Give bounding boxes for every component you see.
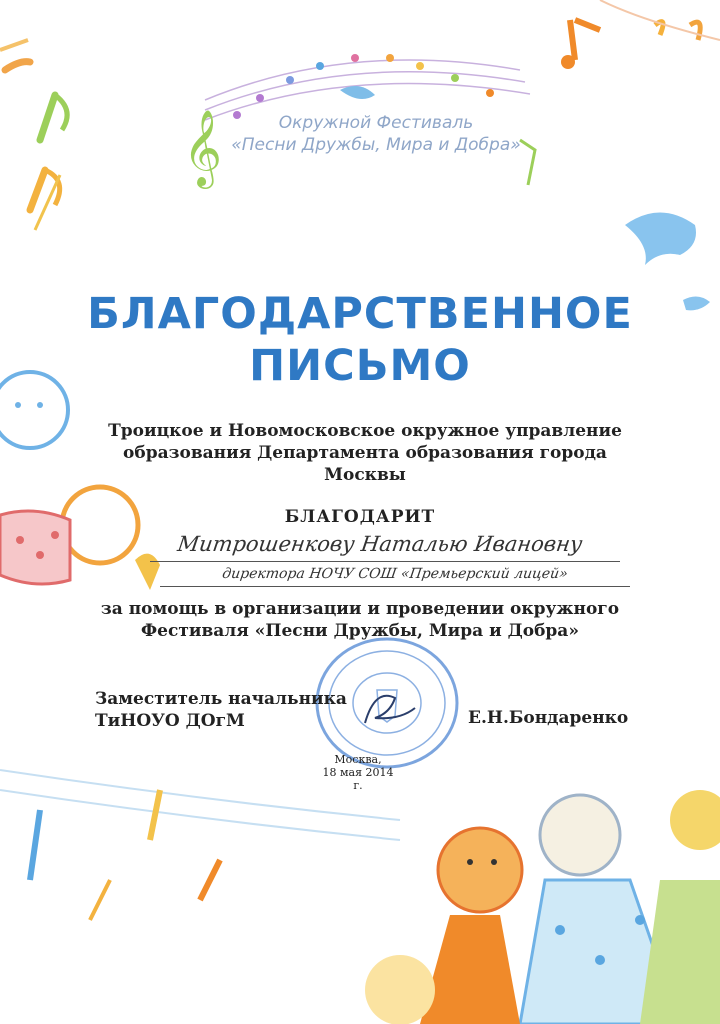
recipient-name: Митрошенкову Наталью Ивановну xyxy=(176,532,584,556)
recipient-position: директора НОЧУ СОШ «Премьерский лицей» xyxy=(221,566,569,582)
issuer-block xyxy=(92,420,638,486)
signer-title-line2: ТиНОУО ДОгМ xyxy=(95,711,245,731)
treble-clef-icon: 𝄞 xyxy=(183,109,223,186)
document-title xyxy=(80,288,640,392)
recipient-underline xyxy=(150,561,620,562)
thanks-heading: БЛАГОДАРИТ xyxy=(284,507,436,527)
place-date xyxy=(318,753,398,792)
festival-line2: «Песни Дружбы, Мира и Добра» xyxy=(231,135,521,155)
dove-icon xyxy=(340,86,375,99)
music-notes-bottom-left xyxy=(0,770,400,920)
position-underline xyxy=(160,586,630,587)
title-line2: ПИСЬМО xyxy=(249,341,471,391)
music-notes-right xyxy=(561,0,720,69)
reason-line2: Фестиваля «Песни Дружбы, Мира и Добра» xyxy=(141,621,579,641)
signer-name: Е.Н.Бондаренко xyxy=(468,708,629,728)
issuer-line3: Москвы xyxy=(324,465,406,485)
music-notes-icon xyxy=(0,40,67,230)
issuer-line2: образования Департамента образования города xyxy=(123,443,607,463)
festival-line1: Окружной Фестиваль xyxy=(278,113,474,133)
festival-name xyxy=(216,112,536,156)
reason-line1: за помощь в организации и проведении окружного xyxy=(100,599,620,619)
date: 18 мая 2014 г. xyxy=(322,766,394,792)
issuer-line1: Троицкое и Новомосковское окружное управление xyxy=(108,421,622,441)
city: Москва, xyxy=(334,753,382,766)
signer-title xyxy=(95,688,347,732)
children-drawing-right xyxy=(365,790,720,1024)
title-line1: БЛАГОДАРСТВЕННОЕ xyxy=(87,289,633,339)
signer-title-line1: Заместитель начальника xyxy=(95,689,347,709)
